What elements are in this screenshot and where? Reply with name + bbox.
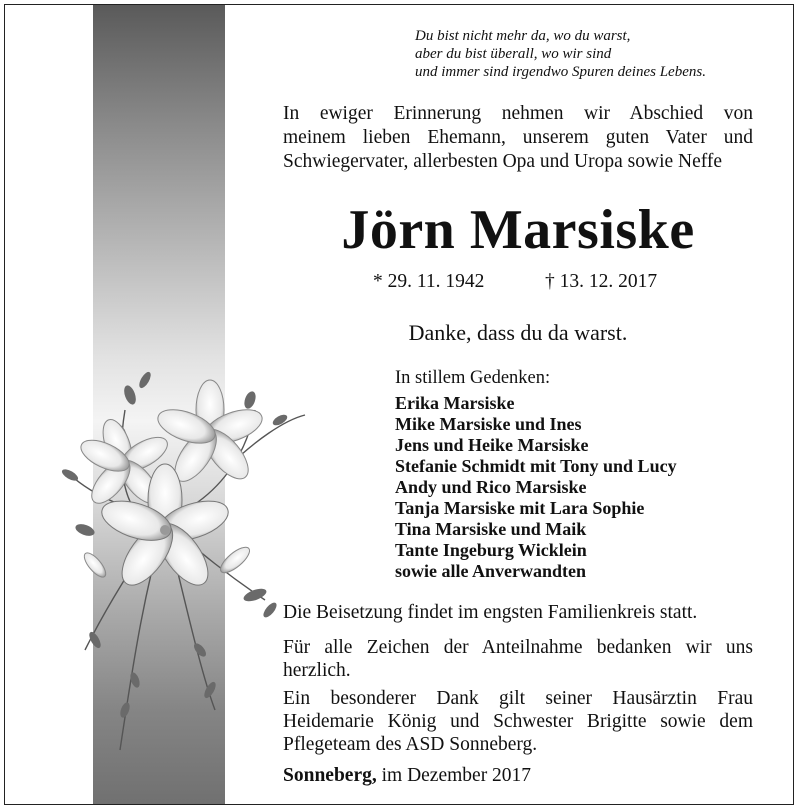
- intro-line: Schwiegervater, allerbesten Opa und Uropa sowie Neffe: [283, 151, 723, 172]
- poem-line: aber du bist überall, wo wir sind: [415, 46, 612, 62]
- closing-date: im Dezember 2017: [381, 765, 532, 786]
- mourner: Andy und Rico Marsiske: [395, 477, 587, 497]
- mourner: Jens und Heike Marsiske: [395, 435, 589, 455]
- special-thanks-line: Pflegeteam des ASD Sonneberg.: [283, 734, 538, 755]
- mourner: Tanja Marsiske mit Lara Sophie: [395, 498, 645, 518]
- mourner: Stefanie Schmidt mit Tony und Lucy: [395, 456, 677, 476]
- place: Sonneberg,: [283, 765, 377, 786]
- intro-line: meinem lieben Ehemann, unserem guten Vater und: [283, 127, 753, 148]
- mourner: Erika Marsiske: [395, 393, 515, 413]
- deceased-name: Jörn Marsiske: [341, 199, 695, 261]
- poem-line: und immer sind irgendwo Spuren deines Lebens.: [415, 64, 706, 80]
- mourner: Tina Marsiske und Maik: [395, 519, 587, 539]
- poem-line: Du bist nicht mehr da, wo du warst,: [415, 28, 631, 44]
- mourner: Mike Marsiske und Ines: [395, 414, 582, 434]
- burial-notice: [283, 601, 753, 624]
- special-thanks: [283, 687, 753, 756]
- sympathy-line: herzlich.: [283, 660, 351, 681]
- sympathy-notice: [283, 636, 753, 682]
- burial-line: Die Beisetzung findet im engsten Familienkreis statt.: [283, 602, 698, 623]
- mourners-list: [395, 393, 677, 582]
- closing-line: [283, 764, 531, 788]
- sympathy-line: Für alle Zeichen der Anteilnahme bedanken wir uns: [283, 637, 753, 658]
- poem: [415, 27, 706, 81]
- birth-date: * 29. 11. 1942: [373, 271, 485, 292]
- intro-line: In ewiger Erinnerung nehmen wir Abschied von: [283, 103, 753, 124]
- special-thanks-line: Heidemarie König und Schwester Brigitte sowie dem: [283, 711, 753, 732]
- thanks-line: Danke, dass du da warst.: [408, 320, 628, 345]
- special-thanks-line: Ein besonderer Dank gilt seiner Hausärztin Frau: [283, 688, 753, 709]
- mourner: Tante Ingeburg Wicklein: [395, 540, 587, 560]
- death-date: † 13. 12. 2017: [545, 271, 658, 292]
- mourner: sowie alle Anverwandten: [395, 561, 586, 581]
- intro-text: [283, 102, 753, 174]
- lily-flower-icon: [25, 350, 315, 770]
- memory-label: In stillem Gedenken:: [395, 368, 551, 388]
